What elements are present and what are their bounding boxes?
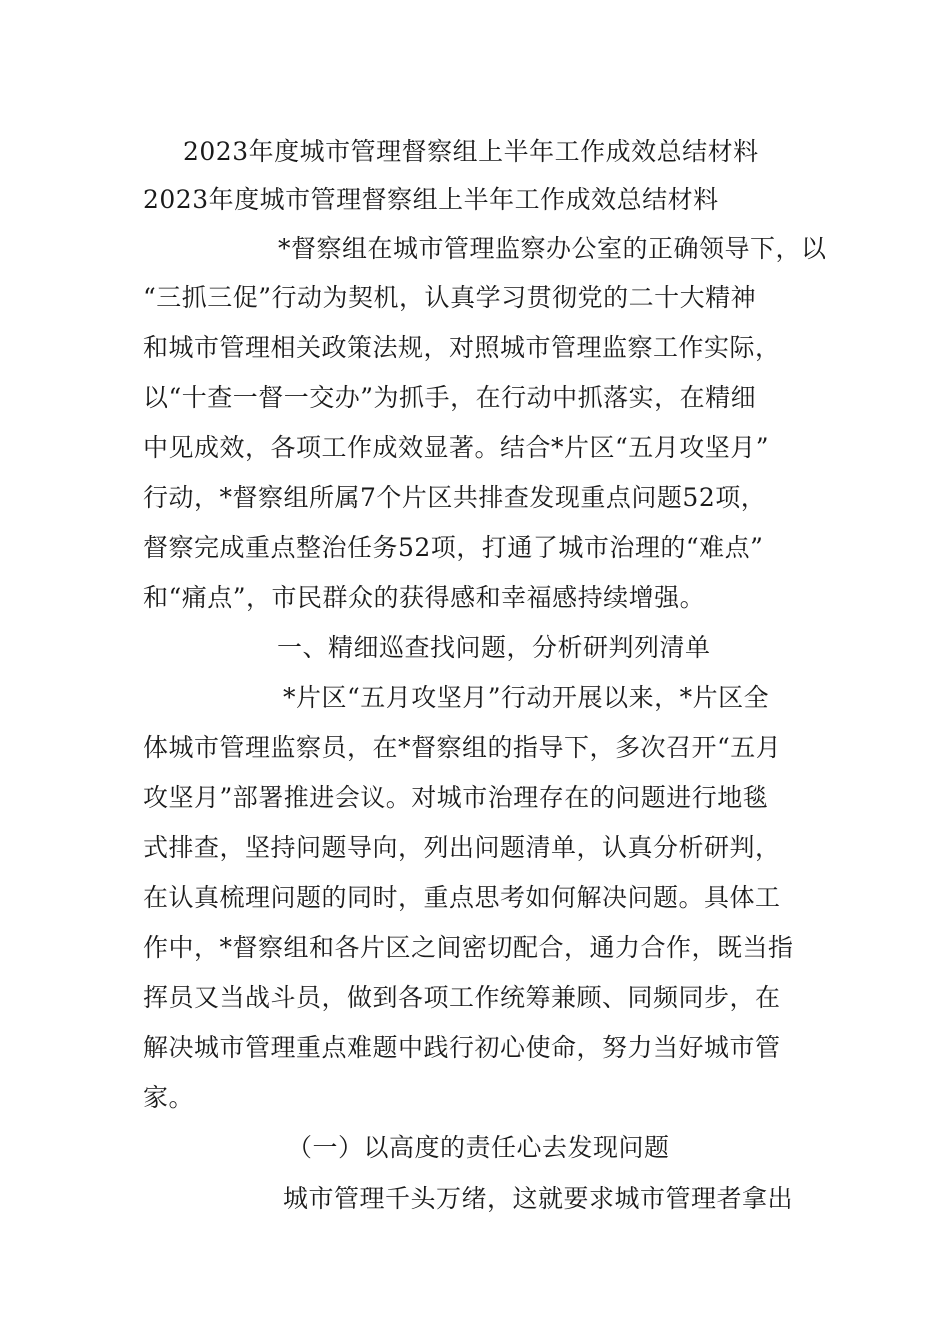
section-line: 式排查，坚持问题导向，列出问题清单，认真分析研判， [143, 833, 781, 862]
intro-line: “三抓三促”行动为契机，认真学习贯彻党的二十大精神 [143, 283, 757, 312]
section-line: 家。 [143, 1083, 195, 1112]
section-line: 挥员又当战斗员，做到各项工作统筹兼顾、同频同步，在 [143, 983, 781, 1012]
section-heading: 一、精细巡查找问题，分析研判列清单 [277, 633, 711, 662]
intro-line: 督察完成重点整治任务52项，打通了城市治理的“难点” [143, 533, 764, 562]
section-line: 作中，*督察组和各片区之间密切配合，通力合作，既当指 [143, 933, 794, 962]
intro-line: 行动，*督察组所属7个片区共排查发现重点问题52项， [143, 483, 767, 512]
section-line: *片区“五月攻坚月”行动开展以来，*片区全 [283, 683, 770, 712]
intro-line: *督察组在城市管理监察办公室的正确领导下，以 [278, 234, 827, 263]
section-line: 攻坚月”部署推进会议。对城市治理存在的问题进行地毯 [143, 783, 769, 812]
intro-line: 以“十查一督一交办”为抓手，在行动中抓落实，在精细 [143, 383, 757, 412]
document-title: 2023年度城市管理督察组上半年工作成效总结材料 [183, 137, 759, 166]
intro-line: 和城市管理相关政策法规，对照城市管理监察工作实际， [143, 333, 781, 362]
section-line: 解决城市管理重点难题中践行初心使命，努力当好城市管 [143, 1033, 781, 1062]
intro-line: 和“痛点”，市民群众的获得感和幸福感持续增强。 [143, 583, 706, 612]
subsection-heading: （一）以高度的责任心去发现问题 [287, 1133, 670, 1162]
intro-line: 中见成效，各项工作成效显著。结合*片区“五月攻坚月” [143, 433, 770, 462]
section-line: 在认真梳理问题的同时，重点思考如何解决问题。具体工 [143, 883, 781, 912]
document-subtitle: 2023年度城市管理督察组上半年工作成效总结材料 [143, 185, 719, 214]
subsection-line: 城市管理千头万绪，这就要求城市管理者拿出 [283, 1184, 794, 1213]
section-line: 体城市管理监察员，在*督察组的指导下，多次召开“五月 [143, 733, 782, 762]
